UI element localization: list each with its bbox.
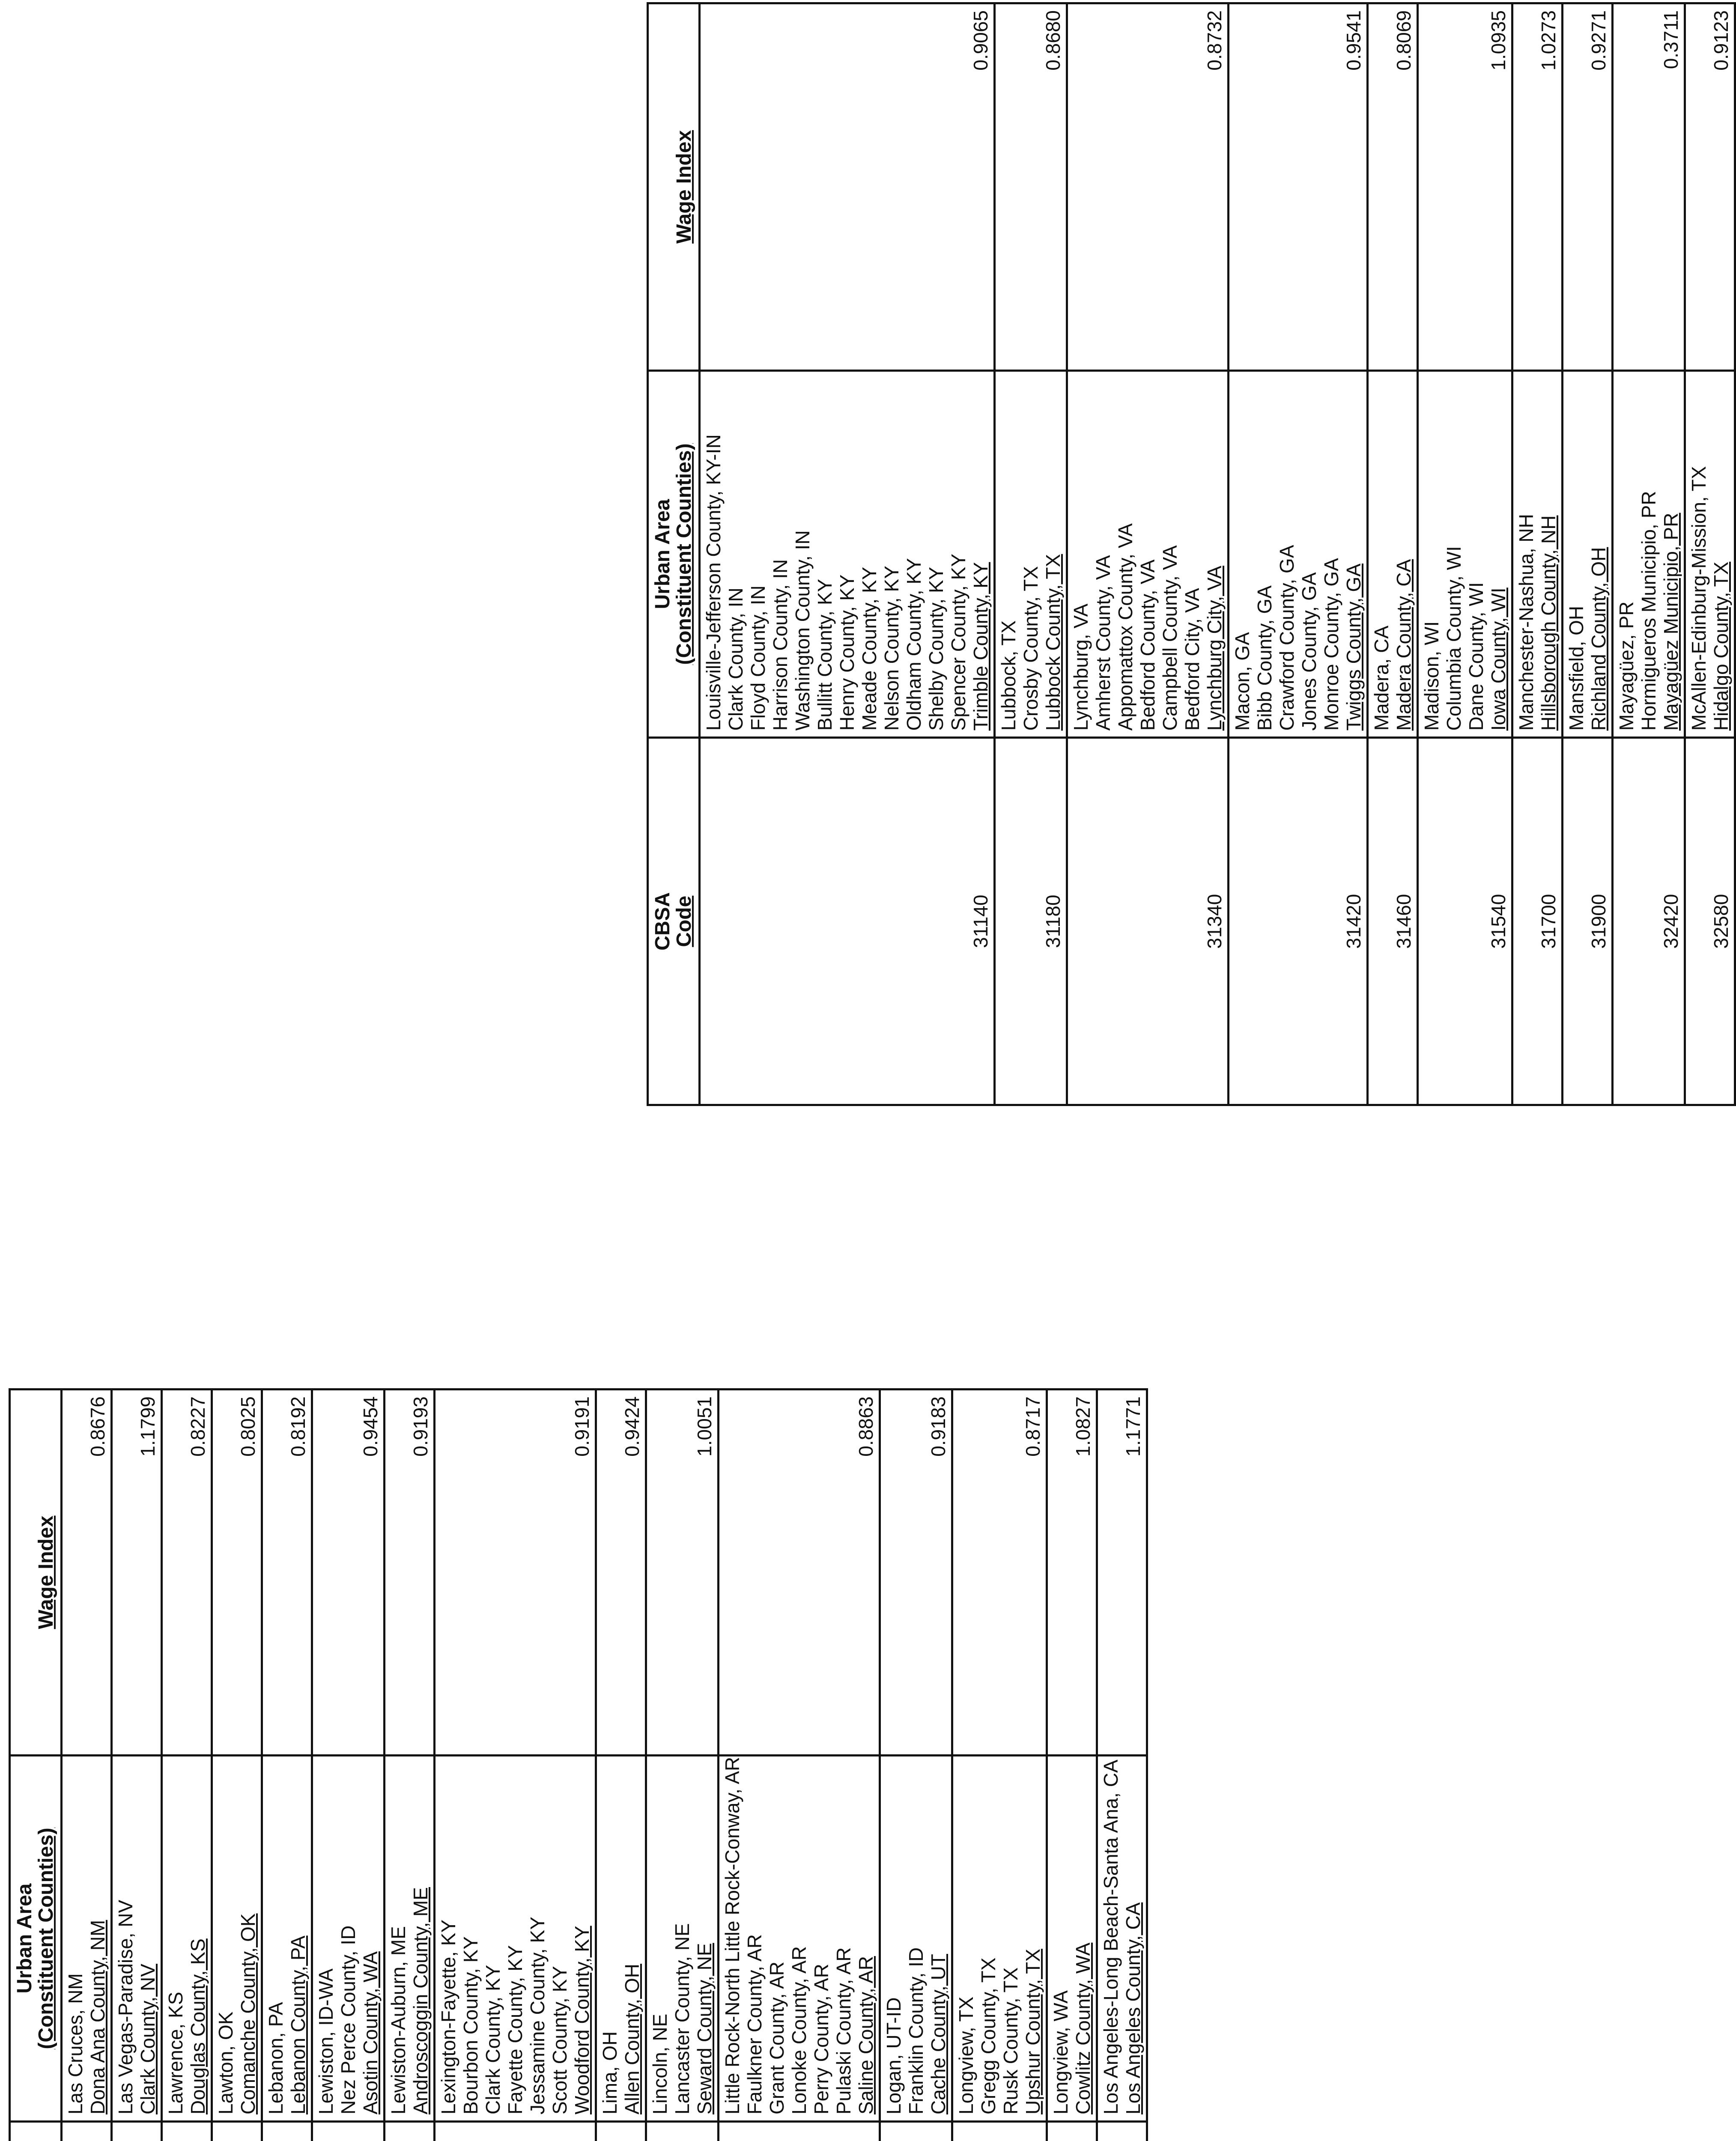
constituent-county: Cache County, UT: [927, 1954, 949, 2114]
wage-index-cell: 1.0273: [1512, 3, 1563, 371]
table-row: [596, 1390, 646, 2141]
wage-index-cell: 0.8717: [952, 1390, 1047, 1756]
urban-area-cell: [262, 1756, 312, 2122]
constituent-county: Crawford County, GA: [1276, 545, 1298, 731]
cbsa-code-cell: [312, 2122, 385, 2141]
wage-index-cell: 0.8863: [719, 1390, 880, 1756]
table-row: [1368, 3, 1418, 1105]
cbsa-code-cell: [435, 2122, 596, 2141]
constituent-county: Lonoke County, AR: [788, 1946, 810, 2114]
urban-area-cell: [435, 1756, 596, 2122]
urban-area-name: Longview, WA: [1050, 1990, 1072, 2114]
urban-area-cell: [880, 1756, 952, 2122]
constituent-county: Iowa County, WI: [1487, 587, 1509, 731]
wage-index-table-right: [647, 2, 1736, 1106]
urban-area-name: Lexington-Fayette, KY: [437, 1919, 459, 2114]
table-row: [952, 1390, 1047, 2141]
cbsa-code-cell: 31420: [1229, 738, 1368, 1105]
urban-area-cell: [312, 1756, 385, 2122]
urban-area-cell: [1418, 370, 1512, 738]
urban-area-name: Lincoln, NE: [649, 2013, 671, 2114]
urban-area-name: Madera, CA: [1370, 625, 1393, 731]
constituent-county: Richland County, OH: [1587, 547, 1610, 731]
cbsa-code-cell: [262, 2122, 312, 2141]
constituent-county: Gregg County, TX: [977, 1957, 999, 2114]
constituent-county: Bourbon County, KY: [459, 1936, 482, 2114]
constituent-county: Twiggs County, GA: [1342, 564, 1365, 731]
wage-index-cell: 0.8732: [1067, 3, 1229, 371]
urban-area-cell: [162, 1756, 212, 2122]
wage-index-cell: 1.1771: [1097, 1390, 1147, 1756]
table-row: [312, 1390, 385, 2141]
cbsa-code-cell: [596, 2122, 646, 2141]
table-row: [212, 1390, 262, 2141]
cbsa-code-cell: [1097, 2122, 1147, 2141]
urban-area-cell: [1368, 370, 1418, 738]
header-cbsa-code: CBSA Code: [648, 738, 700, 1105]
constituent-county: Lebanon County, PA: [287, 1935, 309, 2114]
wage-index-cell: 0.9183: [880, 1390, 952, 1756]
urban-area-name: Longview, TX: [955, 1996, 977, 2114]
wage-index-cell: 0.9191: [435, 1390, 596, 1756]
table-row: [435, 1390, 596, 2141]
cbsa-code-cell: [62, 2122, 112, 2141]
table-row: [1097, 1390, 1147, 2141]
constituent-county: Cowlitz County, WA: [1072, 1942, 1094, 2114]
constituent-county: Oldham County, KY: [903, 558, 925, 731]
cbsa-code-cell: [1047, 2122, 1097, 2141]
urban-area-cell: [62, 1756, 112, 2122]
constituent-county: Columbia County, WI: [1443, 546, 1465, 731]
constituent-county: Monroe County, GA: [1320, 558, 1342, 731]
constituent-county: Asotin County, WA: [359, 1951, 382, 2114]
constituent-county: Perry County, AR: [810, 1964, 832, 2114]
urban-area-cell: [1512, 370, 1563, 738]
constituent-county: Spencer County, KY: [947, 553, 969, 731]
constituent-county: Comanche County, OK: [237, 1913, 259, 2114]
wage-index-cell: 0.9454: [312, 1390, 385, 1756]
urban-area-name: Lewiston-Auburn, ME: [387, 1926, 409, 2114]
table-row: [1418, 3, 1512, 1105]
table-row: [700, 3, 995, 1105]
table-row: [1512, 3, 1563, 1105]
constituent-county: Amherst County, VA: [1092, 555, 1114, 731]
table-row: [646, 1390, 719, 2141]
constituent-county: Hillsborough County, NH: [1537, 515, 1560, 731]
constituent-county: Shelby County, KY: [925, 567, 947, 731]
wage-index-cell: 0.8025: [212, 1390, 262, 1756]
wage-index-cell: 0.8192: [262, 1390, 312, 1756]
constituent-county: Woodford County, KY: [571, 1926, 593, 2114]
urban-area-name: Lynchburg, VA: [1070, 603, 1092, 731]
constituent-county: Allen County, OH: [621, 1964, 643, 2114]
urban-area-cell: [212, 1756, 262, 2122]
cbsa-code-cell: 31140: [700, 738, 995, 1105]
constituent-county: Dona Ana County, NM: [87, 1920, 109, 2114]
table-row: [1047, 1390, 1097, 2141]
urban-area-cell: [1563, 370, 1613, 738]
constituent-county: Bullitt County, KY: [814, 578, 836, 731]
urban-area-name: Lawton, OK: [215, 2011, 237, 2114]
constituent-county: Douglas County, KS: [187, 1938, 209, 2114]
constituent-county: Harrison County, IN: [769, 559, 791, 731]
wage-index-cell: 1.0051: [646, 1390, 719, 1756]
cbsa-code-cell: [880, 2122, 952, 2141]
cbsa-code-cell: 32420: [1613, 738, 1685, 1105]
table-row: [1685, 3, 1735, 1105]
constituent-county: Scott County, KY: [549, 1966, 571, 2114]
wage-index-cell: 0.3711: [1613, 3, 1685, 371]
urban-area-cell: [1097, 1756, 1147, 2122]
constituent-county: Saline County, AR: [855, 1956, 877, 2114]
urban-area-cell: [1613, 370, 1685, 738]
urban-area-cell: [952, 1756, 1047, 2122]
wage-index-cell: 1.0827: [1047, 1390, 1097, 1756]
table-row: [719, 1390, 880, 2141]
cbsa-code-cell: [162, 2122, 212, 2141]
urban-area-cell: [1229, 370, 1368, 738]
urban-area-name: Las Vegas-Paradise, NV: [114, 1899, 137, 2114]
cbsa-code-cell: [646, 2122, 719, 2141]
wage-index-cell: 0.8069: [1368, 3, 1418, 371]
table-row: [1563, 3, 1613, 1105]
constituent-county: Washington County, IN: [791, 530, 814, 731]
table-row: [1067, 3, 1229, 1105]
urban-area-cell: [1047, 1756, 1097, 2122]
urban-area-name: Lebanon, PA: [265, 2002, 287, 2114]
constituent-county: Bedford City, VA: [1181, 588, 1203, 731]
urban-area-cell: [385, 1756, 435, 2122]
constituent-county: Crosby County, TX: [1020, 566, 1042, 731]
constituent-county: Nez Perce County, ID: [337, 1925, 359, 2114]
header-cbsa-code: [10, 2122, 62, 2141]
wage-index-cell: 0.9424: [596, 1390, 646, 1756]
constituent-county: Clark County, NV: [137, 1964, 159, 2114]
urban-area-name: Lubbock, TX: [997, 620, 1020, 731]
urban-area-name: Macon, GA: [1231, 632, 1253, 731]
urban-area-cell: [596, 1756, 646, 2122]
wage-index-cell: 1.0935: [1418, 3, 1512, 371]
cbsa-code-cell: 31540: [1418, 738, 1512, 1105]
constituent-county: Androscoggin County, ME: [409, 1887, 432, 2114]
constituent-county: Fayette County, KY: [504, 1945, 526, 2114]
urban-area-name: McAllen-Edinburg-Mission, TX: [1688, 466, 1710, 731]
constituent-county: Madera County, CA: [1393, 559, 1415, 731]
constituent-county: Upshur County, TX: [1022, 1949, 1044, 2114]
urban-area-name: Lewiston, ID-WA: [315, 1968, 337, 2114]
constituent-county: Rusk County, TX: [999, 1967, 1022, 2114]
urban-area-name: Mansfield, OH: [1565, 605, 1587, 731]
urban-area-cell: [112, 1756, 162, 2122]
constituent-county: Clark County, IN: [725, 587, 747, 731]
cbsa-code-cell: 31460: [1368, 738, 1418, 1105]
constituent-county: Appomattox County, VA: [1114, 523, 1136, 731]
table-row: [995, 3, 1067, 1105]
table-row: [1613, 3, 1685, 1105]
table-row: [385, 1390, 435, 2141]
cbsa-code-cell: 32580: [1685, 738, 1735, 1105]
constituent-county: Bibb County, GA: [1253, 585, 1276, 731]
constituent-county: Nelson County, KY: [880, 566, 903, 731]
cbsa-code-cell: 31340: [1067, 738, 1229, 1105]
wage-index-cell: 0.8227: [162, 1390, 212, 1756]
urban-area-name: Little Rock-North Little Rock-Conway, AR: [721, 1756, 743, 2114]
urban-area-cell: [719, 1756, 880, 2122]
wage-index-cell: 0.9541: [1229, 3, 1368, 371]
urban-area-cell: [646, 1756, 719, 2122]
wage-index-cell: 0.8680: [995, 3, 1067, 371]
constituent-county: Dane County, WI: [1465, 582, 1487, 731]
constituent-county: Henry County, KY: [836, 574, 858, 731]
urban-area-name: Lawrence, KS: [164, 1992, 187, 2114]
constituent-county: Franklin County, ID: [905, 1947, 927, 2114]
cbsa-code-cell: [952, 2122, 1047, 2141]
wage-index-table-left: [9, 1388, 1148, 2141]
constituent-county: Campbell County, VA: [1159, 545, 1181, 731]
urban-area-cell: [1685, 370, 1735, 738]
wage-index-cell: 0.8676: [62, 1390, 112, 1756]
urban-area-cell: [995, 370, 1067, 738]
cbsa-code-cell: [212, 2122, 262, 2141]
constituent-county: Lynchburg City, VA: [1203, 566, 1226, 731]
cbsa-code-cell: [385, 2122, 435, 2141]
constituent-county: Floyd County, IN: [747, 585, 769, 731]
urban-area-name: Logan, UT-ID: [883, 1997, 905, 2114]
urban-area-name: Las Cruces, NM: [64, 1973, 87, 2114]
constituent-county: Trimble County, KY: [969, 562, 992, 731]
cbsa-code-cell: 31180: [995, 738, 1067, 1105]
cbsa-code-cell: [719, 2122, 880, 2141]
wage-index-cell: 0.9065: [700, 3, 995, 371]
table-row: [162, 1390, 212, 2141]
urban-area-name: Lima, OH: [599, 2031, 621, 2114]
constituent-county: Meade County, KY: [858, 567, 880, 731]
urban-area-name: Madison, WI: [1420, 621, 1443, 731]
constituent-county: Jones County, GA: [1298, 572, 1320, 731]
urban-area-cell: [1067, 370, 1229, 738]
constituent-county: Grant County, AR: [766, 1961, 788, 2114]
constituent-county: Lancaster County, NE: [671, 1923, 693, 2114]
wage-index-cell: 1.1799: [112, 1390, 162, 1756]
table-row: [62, 1390, 112, 2141]
table-row: [262, 1390, 312, 2141]
constituent-county: Pulaski County, AR: [832, 1947, 855, 2114]
constituent-county: Faulkner County, AR: [743, 1934, 766, 2114]
wage-index-cell: 0.9193: [385, 1390, 435, 1756]
constituent-county: Lubbock County, TX: [1042, 554, 1064, 731]
header-urban-area: Urban Area (Constituent Counties): [10, 1756, 62, 2122]
constituent-county: Seward County, NE: [693, 1943, 716, 2114]
table-row: [1229, 3, 1368, 1105]
table-row: [112, 1390, 162, 2141]
urban-area-name: Manchester-Nashua, NH: [1515, 514, 1537, 731]
constituent-county: Mayagüez Municipio, PR: [1660, 513, 1682, 731]
urban-area-name: Los Angeles-Long Beach-Santa Ana, CA: [1100, 1759, 1122, 2114]
cbsa-code-cell: 31900: [1563, 738, 1613, 1105]
cbsa-code-cell: 31700: [1512, 738, 1563, 1105]
cbsa-code-cell: [112, 2122, 162, 2141]
constituent-county: Hidalgo County, TX: [1710, 561, 1732, 731]
constituent-county: Bedford County, VA: [1136, 559, 1159, 731]
table-row: [880, 1390, 952, 2141]
header-wage-index: Wage Index: [10, 1390, 62, 1756]
header-urban-area: Urban Area (Constituent Counties): [648, 370, 700, 738]
header-wage-index: Wage Index: [648, 3, 700, 371]
urban-area-name: Mayagüez, PR: [1615, 601, 1638, 731]
constituent-county: Clark County, KY: [482, 1965, 504, 2114]
constituent-county: Hormigueros Municipio, PR: [1638, 491, 1660, 731]
constituent-county: Jessamine County, KY: [526, 1917, 549, 2114]
urban-area-cell: [700, 370, 995, 738]
urban-area-name: Louisville-Jefferson County, KY-IN: [702, 434, 725, 731]
wage-index-cell: 0.9123: [1685, 3, 1735, 371]
constituent-county: Los Angeles County, CA: [1122, 1902, 1144, 2114]
wage-index-cell: 0.9271: [1563, 3, 1613, 371]
